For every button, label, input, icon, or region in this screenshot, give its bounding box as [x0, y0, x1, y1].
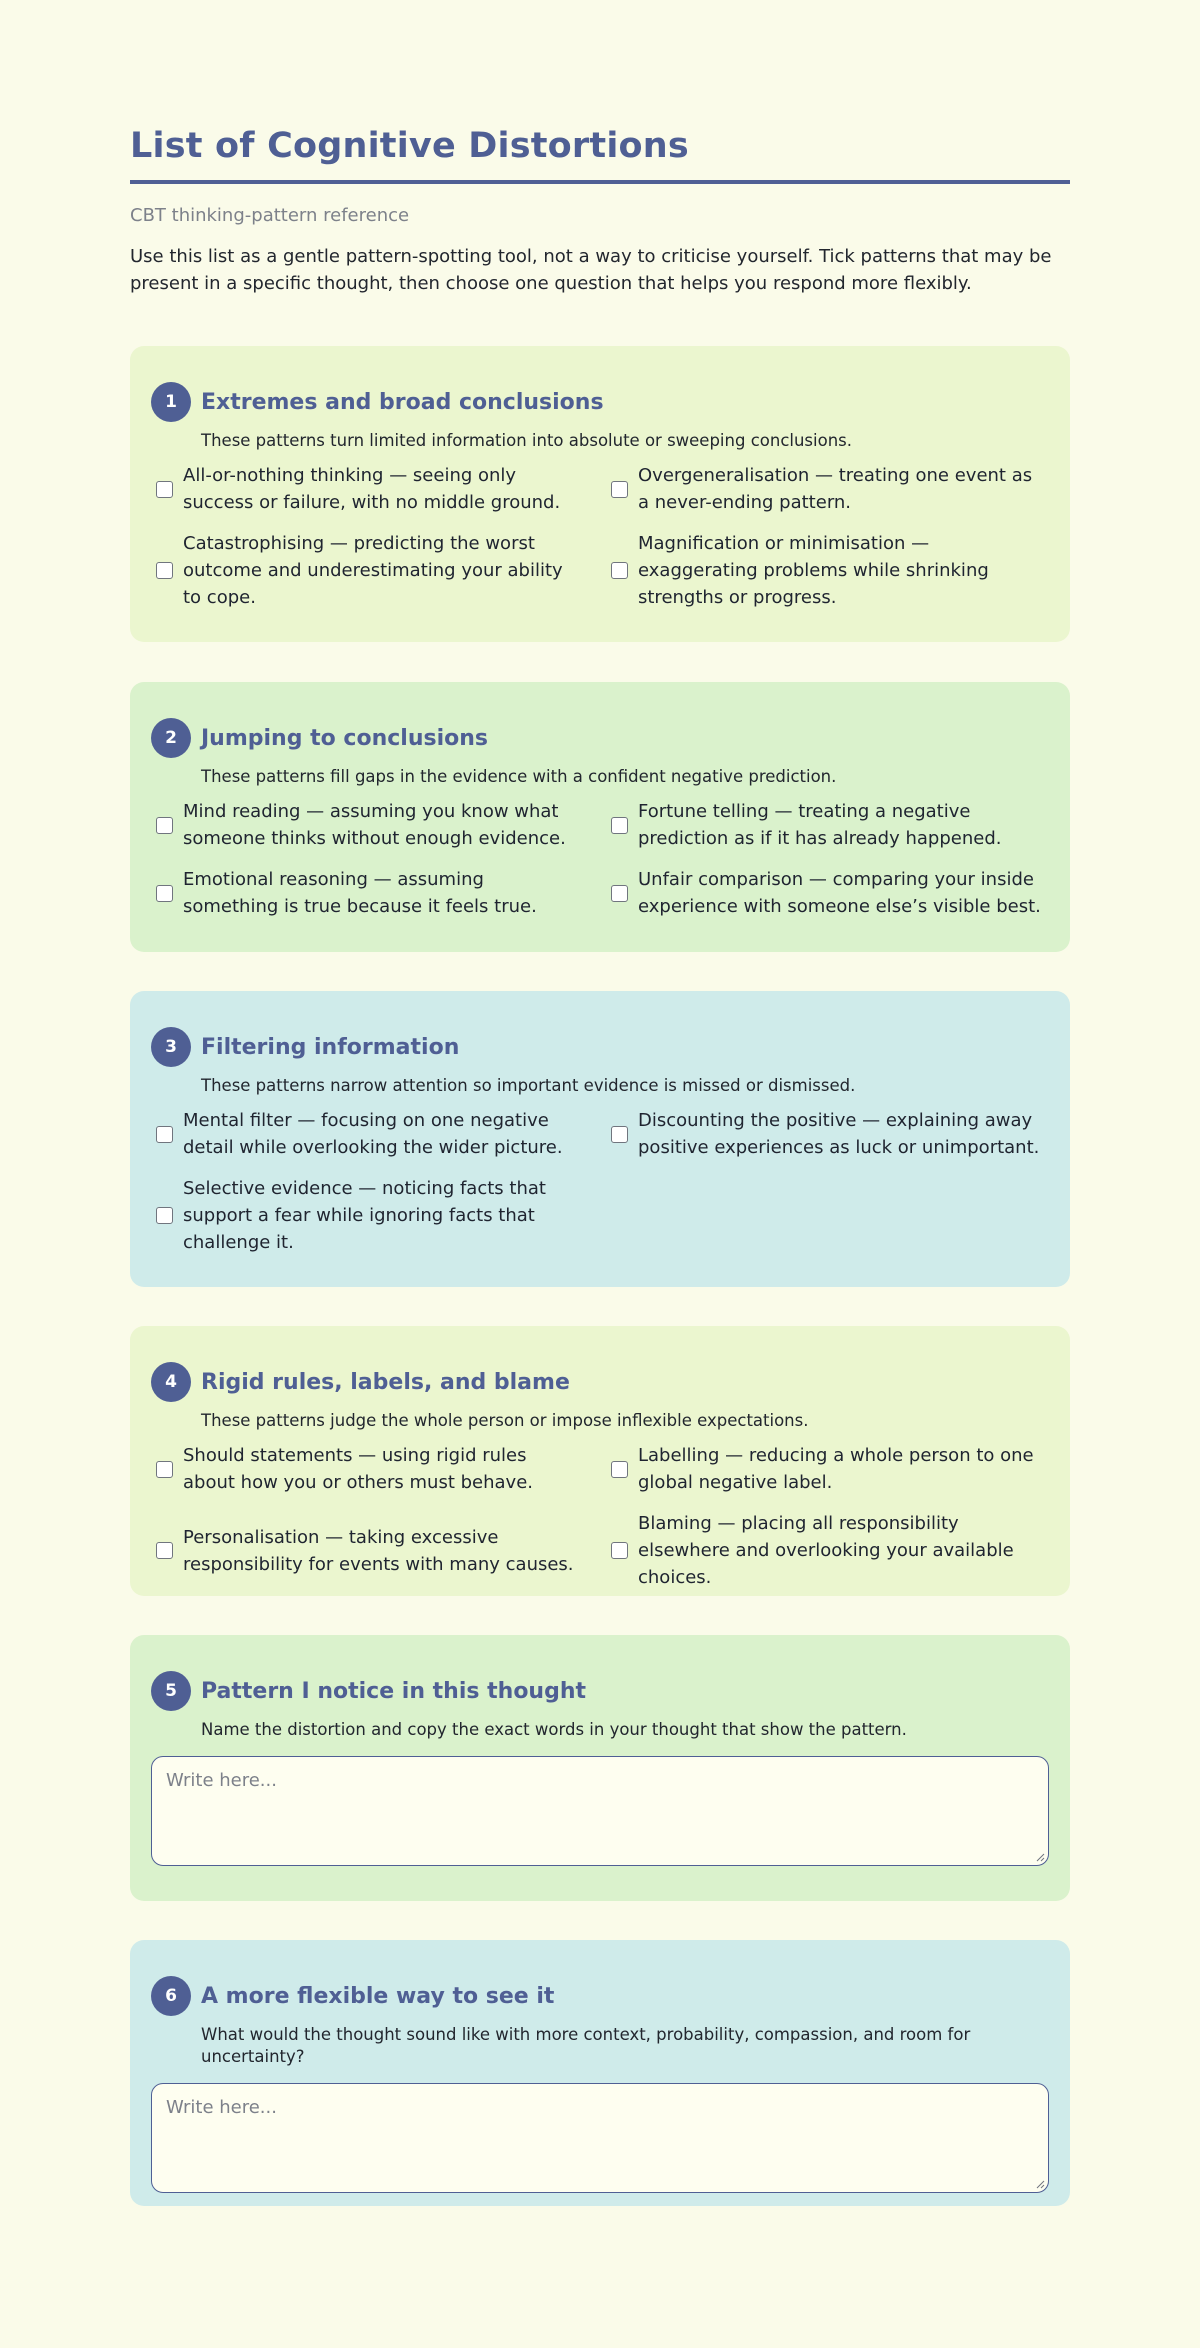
- page-subtitle: CBT thinking-pattern reference: [130, 205, 410, 226]
- section-number: 3: [151, 1027, 191, 1067]
- checklist-item[interactable]: [606, 866, 1049, 934]
- item-label: Should statements — using rigid rules about how you or others must behave.: [183, 1445, 533, 1493]
- checklist-item[interactable]: [151, 1442, 606, 1510]
- section-title: Rigid rules, labels, and blame: [201, 1369, 570, 1395]
- item-label: Blaming — placing all responsibility elsewhere and overlooking your available choices.: [638, 1513, 1014, 1588]
- resize-handle-icon[interactable]: [1035, 2179, 1045, 2189]
- section-description: These patterns narrow attention so important evidence is missed or dismissed.: [201, 1076, 856, 1095]
- item-label: Personalisation — taking excessive responsibility for events with many causes.: [183, 1526, 574, 1575]
- checklist-item[interactable]: [606, 1107, 1049, 1175]
- checkbox[interactable]: [156, 885, 173, 902]
- checkbox[interactable]: [156, 1542, 173, 1559]
- checkbox[interactable]: [611, 481, 628, 498]
- item-label: Magnification or minimisation — exaggerating problems while shrinking strengths or progress.: [638, 533, 989, 608]
- item-label: Overgeneralisation — treating one event as a never-ending pattern.: [638, 465, 1033, 513]
- section-title: Pattern I notice in this thought: [201, 1678, 587, 1704]
- section-description: What would the thought sound like with more context, probability, compassion, and room for uncertainty?: [201, 2025, 971, 2066]
- section-number: 2: [151, 718, 191, 758]
- checklist-item[interactable]: [151, 1107, 606, 1175]
- checklist-item[interactable]: [151, 1510, 606, 1605]
- checklist-item[interactable]: [151, 462, 606, 530]
- section-description: These patterns turn limited information into absolute or sweeping conclusions.: [201, 431, 853, 450]
- item-label: Catastrophising — predicting the worst outcome and underestimating your ability to cope.: [183, 533, 563, 608]
- answer-placeholder: Write here...: [166, 2097, 277, 2118]
- item-label: Discounting the positive — explaining away positive experiences as luck or unimportant.: [638, 1110, 1040, 1158]
- section-description: Name the distortion and copy the exact words in your thought that show the pattern.: [201, 1720, 907, 1739]
- section-number: 1: [151, 382, 191, 422]
- section-number: 4: [151, 1362, 191, 1402]
- item-label: Selective evidence — noticing facts that support a fear while ignoring facts that challenge it.: [183, 1178, 546, 1253]
- checklist-item[interactable]: [151, 1175, 606, 1270]
- checkbox[interactable]: [156, 1126, 173, 1143]
- section-pattern-notice: [130, 1635, 1070, 1901]
- checkbox[interactable]: [611, 885, 628, 902]
- flexible-answer-field[interactable]: [151, 2083, 1049, 2193]
- checkbox[interactable]: [611, 1461, 628, 1478]
- checkbox[interactable]: [611, 1126, 628, 1143]
- section-title: Extremes and broad conclusions: [201, 389, 604, 415]
- item-label: Mind reading — assuming you know what someone thinks without enough evidence.: [183, 801, 566, 849]
- checkbox[interactable]: [156, 1207, 173, 1224]
- checklist-item[interactable]: [606, 798, 1049, 866]
- item-label: Mental filter — focusing on one negative detail while overlooking the wider picture.: [183, 1110, 563, 1158]
- section-title: A more flexible way to see it: [201, 1983, 555, 2009]
- intro-text: Use this list as a gentle pattern-spotting tool, not a way to criticise yourself. Tick patterns that may be present in a specific thought, then choose one question that helps you respond more flexibly.: [130, 246, 1052, 294]
- page-title: List of Cognitive Distortions: [130, 126, 689, 166]
- section-title: Filtering information: [201, 1034, 460, 1060]
- section-title: Jumping to conclusions: [201, 725, 488, 751]
- checklist-item[interactable]: [151, 798, 606, 866]
- checklist-item[interactable]: [151, 530, 606, 625]
- section-jumping: [130, 682, 1070, 952]
- title-divider: [130, 180, 1070, 184]
- section-number: 5: [151, 1671, 191, 1711]
- item-label: Labelling — reducing a whole person to one global negative label.: [638, 1445, 1034, 1493]
- checkbox[interactable]: [611, 817, 628, 834]
- resize-handle-icon[interactable]: [1035, 1852, 1045, 1862]
- checklist-item[interactable]: [606, 462, 1049, 530]
- section-extremes: [130, 346, 1070, 642]
- checklist-item[interactable]: [606, 1510, 1049, 1605]
- section-flexible-view: [130, 1940, 1070, 2206]
- checkbox[interactable]: [156, 481, 173, 498]
- checklist-item[interactable]: [606, 530, 1049, 625]
- checkbox[interactable]: [156, 1461, 173, 1478]
- section-description: These patterns judge the whole person or impose inflexible expectations.: [201, 1411, 809, 1430]
- section-rigid-rules: [130, 1326, 1070, 1596]
- section-filtering: [130, 991, 1070, 1287]
- checkbox[interactable]: [611, 562, 628, 579]
- pattern-answer-field[interactable]: [151, 1756, 1049, 1866]
- checkbox[interactable]: [611, 1542, 628, 1559]
- item-label: Unfair comparison — comparing your inside experience with someone else’s visible best.: [638, 869, 1041, 917]
- item-label: All-or-nothing thinking — seeing only success or failure, with no middle ground.: [183, 465, 561, 513]
- checkbox[interactable]: [156, 817, 173, 834]
- section-number: 6: [151, 1976, 191, 2016]
- item-label: Emotional reasoning — assuming something is true because it feels true.: [183, 869, 537, 917]
- checklist-item[interactable]: [151, 866, 606, 934]
- checklist-item[interactable]: [606, 1442, 1049, 1510]
- section-description: These patterns fill gaps in the evidence with a confident negative prediction.: [201, 767, 837, 786]
- checkbox[interactable]: [156, 562, 173, 579]
- item-label: Fortune telling — treating a negative prediction as if it has already happened.: [638, 801, 1002, 849]
- answer-placeholder: Write here...: [166, 1770, 277, 1791]
